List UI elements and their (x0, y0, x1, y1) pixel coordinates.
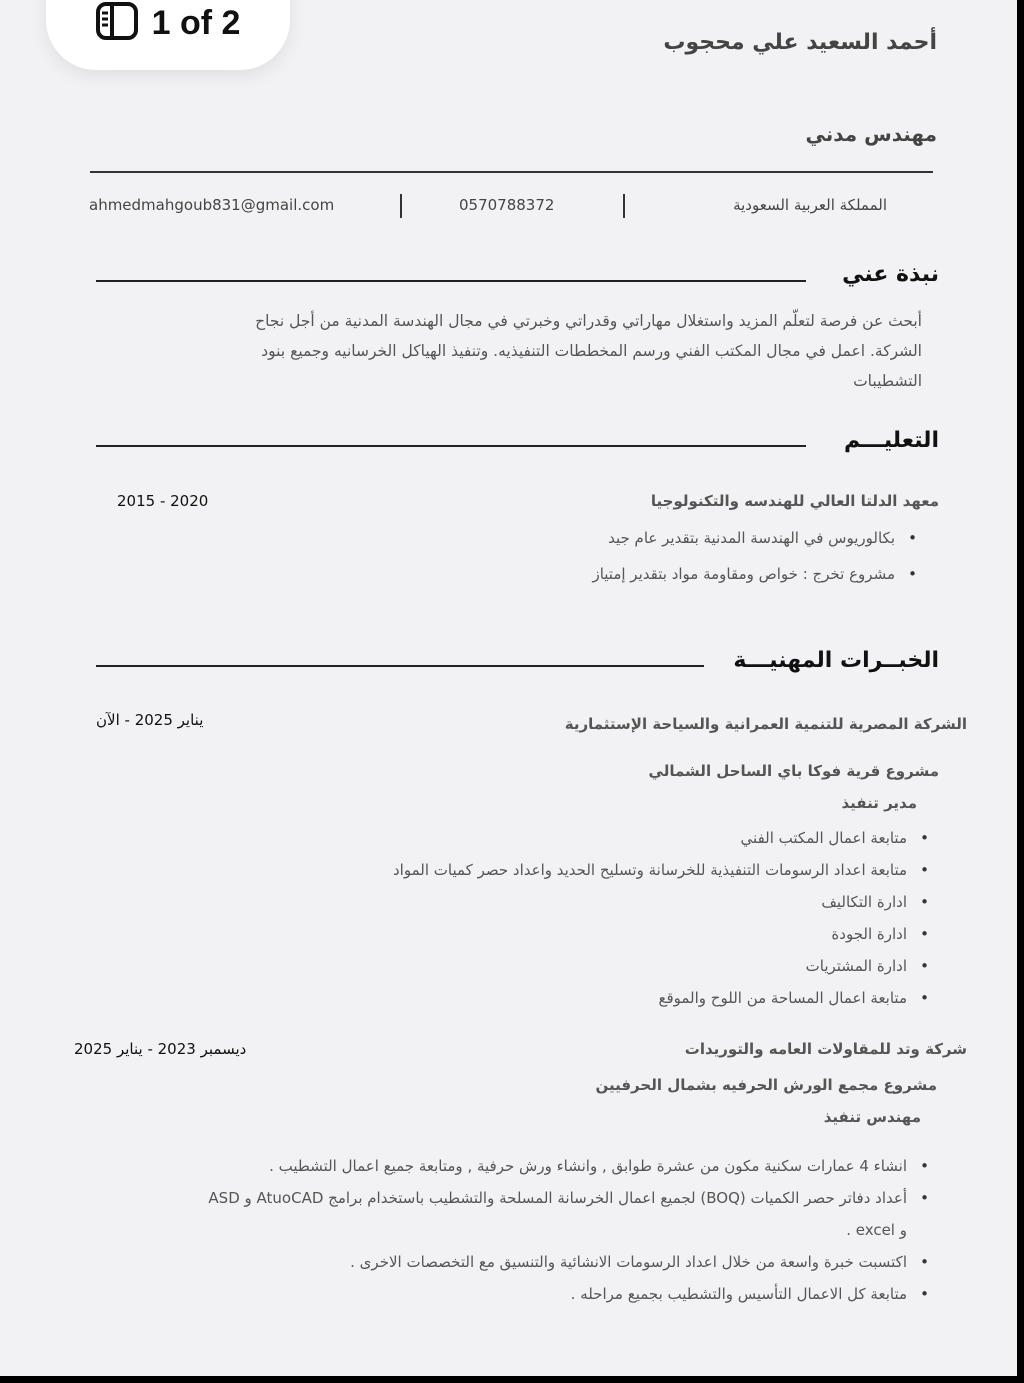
job-title: مهندس مدني (805, 122, 937, 146)
list-item-text: • أعداد دفاتر حصر الكميات (BOQ) لجميع اعمال الخرسانة المسلحة والتشطيب باستخدام برامج AtuoCAD و ASD (208, 1189, 907, 1207)
job-duties-list (229, 822, 929, 1014)
contact-separator (400, 194, 402, 218)
job-duties-list (79, 1150, 929, 1310)
header-divider (90, 171, 933, 173)
about-section-title: نبذة عني (842, 262, 939, 287)
candidate-name: أحمد السعيد علي محجوب (663, 30, 937, 55)
job-dates: ديسمبر 2023 - يناير 2025 (74, 1040, 247, 1058)
list-item: • ادارة التكاليف (229, 886, 929, 918)
list-item: • ادارة المشتريات (229, 950, 929, 982)
list-item: • متابعة اعمال المساحة من اللوح والموقع (229, 982, 929, 1014)
page-count-label: 1 of 2 (151, 4, 241, 42)
list-item: • اكتسبت خبرة واسعة من خلال اعداد الرسومات الانشائية والتنسيق مع التخصصات الاخرى . (79, 1246, 929, 1278)
education-dates: 2015 - 2020 (117, 492, 209, 510)
email-text: ahmedmahgoub831@gmail.com (89, 196, 335, 214)
education-section-title: التعليـــم (844, 428, 939, 453)
about-section-line (96, 280, 806, 282)
education-list (317, 520, 917, 592)
education-section-line (96, 445, 806, 447)
about-line: الشركة. اعمل في مجال المكتب الفني ورسم المخططات التنفيذيه. وتنفيذ الهياكل الخرسانيه وجميع بنود (261, 342, 922, 360)
list-item: • ادارة الجودة (229, 918, 929, 950)
list-item: • متابعة اعداد الرسومات التنفيذية للخرسانة وتسليح الحديد واعداد حصر كميات المواد (229, 854, 929, 886)
list-item: • متابعة اعمال المكتب الفني (229, 822, 929, 854)
job-dates: يناير 2025 - الآن (96, 711, 204, 729)
list-item: • مشروع تخرج : خواص ومقاومة مواد بتقدير إمتياز (317, 556, 917, 592)
list-item: • متابعة كل الاعمال التأسيس والتشطيب بجميع مراحله . (79, 1278, 929, 1310)
job-role: مهندس تنفيذ (823, 1108, 921, 1126)
job-company: شركة وتد للمقاولات العامه والتوريدات (684, 1040, 967, 1058)
about-line: التشطيبات (853, 372, 922, 390)
job-company: الشركة المصرية للتنمية العمرانية والسياحة الإستثمارية (564, 715, 967, 733)
location-text: المملكة العربية السعودية (733, 196, 887, 214)
about-line: أبحث عن فرصة لتعلّم المزيد واستغلال مهاراتي وقدراتي وخبرتي في مجال الهندسة المدنية من أجل نجاح (255, 312, 922, 330)
list-item: • انشاء 4 عمارات سكنية مكون من عشرة طوابق , وانشاء ورش حرفية , ومتابعة جميع اعمال التشطيب . (79, 1150, 929, 1182)
experience-section-line (96, 665, 704, 667)
list-item-continuation: و excel . (846, 1221, 907, 1239)
book-pages-icon (96, 2, 138, 40)
page-indicator[interactable] (46, 0, 290, 70)
phone-text: 0570788372 (459, 196, 555, 214)
list-item (79, 1182, 929, 1246)
education-institution: معهد الدلتا العالي للهندسه والتكنولوجيا (650, 492, 939, 510)
experience-section-title: الخبــرات المهنيـــة (733, 648, 939, 673)
contact-separator (623, 194, 625, 218)
job-project: مشروع قرية فوكا باي الساحل الشمالي (648, 762, 939, 780)
list-item: • بكالوريوس في الهندسة المدنية بتقدير عام جيد (317, 520, 917, 556)
about-paragraph (72, 306, 922, 396)
job-project: مشروع مجمع الورش الحرفيه بشمال الحرفيين (595, 1076, 937, 1094)
job-role: مدير تنفيذ (841, 794, 917, 812)
